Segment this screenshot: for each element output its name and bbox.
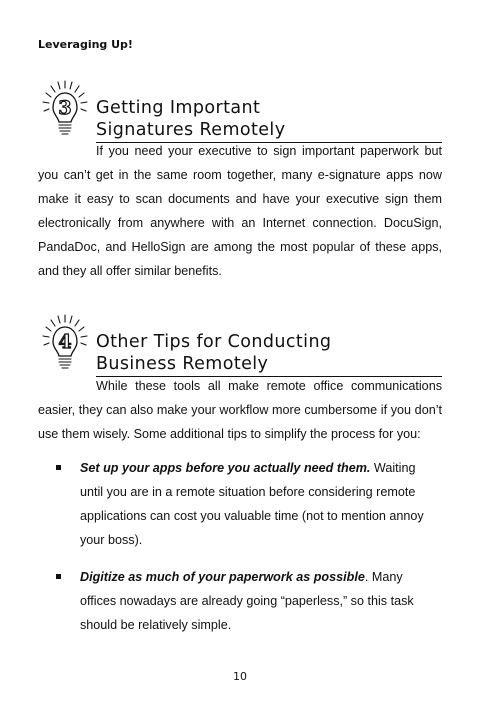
section-other-tips <box>38 312 442 650</box>
section-number: 4 <box>58 331 72 353</box>
section-number: 3 <box>58 97 72 119</box>
tip-emphasis: Set up your apps before you actually need them. <box>80 461 371 475</box>
paragraph-text: While these tools all make remote office communications easier, they can also make your workflow more cumbersome if you don’t use them wisely. Some additional tips to simplify the process for you: <box>38 379 442 441</box>
list-item <box>38 565 442 637</box>
section-heading <box>96 331 442 377</box>
list-item <box>38 456 442 552</box>
body-paragraph <box>38 374 442 446</box>
tip-text: . Many offices nowadays are already going “paperless,” so this task should be relatively simple. <box>80 570 414 632</box>
bullet-square-icon <box>56 574 61 579</box>
paragraph-text: If you need your executive to sign important paperwork but you can’t get in the same room together, many e-signature apps now make it easy to scan documents and have your executive sign them electronically from anywhere with an Internet connection. DocuSign, PandaDoc, and HelloSign are among the most popular of these apps, and they all offer similar benefits. <box>38 144 442 278</box>
heading-line: Signatures Remotely <box>96 119 286 140</box>
heading-line: Other Tips for Conducting <box>96 331 332 352</box>
running-head: Leveraging Up! <box>38 38 133 51</box>
heading-line: Getting Important <box>96 97 261 118</box>
section-heading-row <box>38 78 442 140</box>
tip-text: Waiting until you are in a remote situation before considering remote applications can cost you valuable time (not to mention annoy your boss). <box>80 461 424 547</box>
tips-list <box>38 456 442 637</box>
heading-line: Business Remotely <box>96 353 269 374</box>
bullet-square-icon <box>56 465 61 470</box>
section-heading <box>96 97 442 143</box>
lightbulb-number-icon <box>38 78 96 142</box>
body-paragraph <box>38 139 442 283</box>
lightbulb-number-icon <box>38 312 96 376</box>
section-heading-row <box>38 312 442 374</box>
section-getting-signatures <box>38 78 442 283</box>
tip-emphasis: Digitize as much of your paperwork as possible <box>80 570 365 584</box>
page-number: 10 <box>233 670 247 683</box>
